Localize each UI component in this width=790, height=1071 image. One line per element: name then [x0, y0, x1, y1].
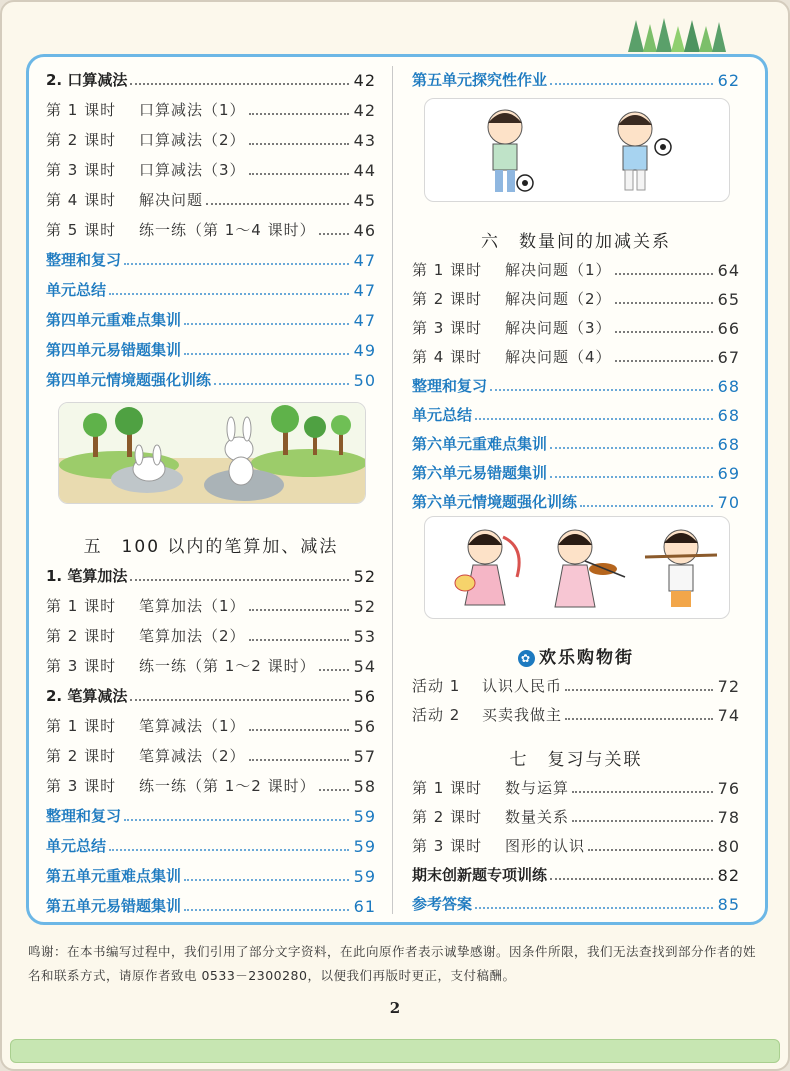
page-number: 2 [389, 999, 401, 1017]
shopping-badge-icon: ✿ [518, 650, 535, 667]
toc-row[interactable]: 第 2 课时 解决问题（2） 65 [412, 290, 740, 309]
right-column [412, 66, 740, 926]
tree-decoration [622, 14, 732, 54]
toc-special-row[interactable]: 单元总结 68 [412, 406, 740, 425]
toc-row[interactable]: 第 5 课时 练一练（第 1～4 课时） 46 [46, 221, 376, 240]
toc-row[interactable]: 第 3 课时 练一练（第 1～2 课时） 58 [46, 777, 376, 796]
toc-row[interactable]: 第 1 课时 笔算减法（1） 56 [46, 717, 376, 736]
rabbit-illustration [58, 402, 366, 504]
toc-row[interactable]: 第 1 课时 笔算加法（1） 52 [46, 597, 376, 616]
toc-row[interactable]: 第 2 课时 数量关系 78 [412, 808, 740, 827]
toc-row[interactable]: 第 3 课时 练一练（第 1～2 课时） 54 [46, 657, 376, 676]
toc-special-row[interactable]: 第四单元重难点集训 47 [46, 311, 376, 330]
toc-row[interactable]: 第 4 课时 解决问题 45 [46, 191, 376, 210]
toc-row[interactable]: 第 1 课时 口算减法（1） 42 [46, 101, 376, 120]
toc-row[interactable]: 第 2 课时 口算减法（2） 43 [46, 131, 376, 150]
unit5-title: 五 100 以内的笔算加、减法 [83, 537, 339, 557]
toc-heading-row[interactable]: 2. 笔算减法 56 [46, 687, 376, 706]
toc-row[interactable]: 第 2 课时 笔算减法（2） 57 [46, 747, 376, 766]
toc-special-row[interactable]: 整理和复习 68 [412, 377, 740, 396]
toc-row[interactable]: 第 3 课时 口算减法（3） 44 [46, 161, 376, 180]
toc-special-row[interactable]: 第四单元易错题集训 49 [46, 341, 376, 360]
toc-special-row[interactable]: 第五单元探究性作业 62 [412, 71, 740, 90]
music-illustration [424, 516, 730, 619]
toc-special-row[interactable]: 第五单元重难点集训 59 [46, 867, 376, 886]
soccer-illustration [424, 98, 730, 202]
toc-row[interactable]: 第 1 课时 数与运算 76 [412, 779, 740, 798]
toc-special-row[interactable]: 第六单元重难点集训 68 [412, 435, 740, 454]
bottom-band [10, 1039, 780, 1063]
toc-row[interactable]: 第 2 课时 笔算加法（2） 53 [46, 627, 376, 646]
acknowledgement-note: 鸣谢：在本书编写过程中，我们引用了部分文字资料，在此向原作者表示诚挚感谢。因条件所限，我们无法查找到部分作者的姓名和联系方式，请原作者致电 0533－2300280，以便我们再版时更正，支付稿酬。 [28, 944, 757, 983]
toc-special-row[interactable]: 单元总结 59 [46, 837, 376, 856]
toc-row[interactable]: 第 3 课时 图形的认识 80 [412, 837, 740, 856]
toc-special-row[interactable]: 整理和复习 47 [46, 251, 376, 270]
toc-heading-row[interactable]: 2. 口算减法 42 [46, 71, 376, 90]
unit7-title: 七 复习与关联 [509, 750, 643, 770]
shopping-title: ✿ 欢乐购物街 [412, 643, 740, 667]
column-divider [392, 66, 393, 914]
unit6-title: 六 数量间的加减关系 [481, 232, 671, 252]
toc-row[interactable]: 活动 2 买卖我做主 74 [412, 706, 740, 725]
toc-special-row[interactable]: 第五单元易错题集训 61 [46, 897, 376, 916]
toc-special-row[interactable]: 参考答案 85 [412, 895, 740, 914]
toc-special-row[interactable]: 第六单元易错题集训 69 [412, 464, 740, 483]
toc-row[interactable]: 第 3 课时 解决问题（3） 66 [412, 319, 740, 338]
toc-row[interactable]: 第 4 课时 解决问题（4） 67 [412, 348, 740, 367]
toc-special-row[interactable]: 第六单元情境题强化训练 70 [412, 493, 740, 512]
left-column [46, 66, 376, 926]
toc-special-row[interactable]: 单元总结 47 [46, 281, 376, 300]
toc-row[interactable]: 第 1 课时 解决问题（1） 64 [412, 261, 740, 280]
toc-special-row[interactable]: 第四单元情境题强化训练 50 [46, 371, 376, 390]
toc-heading-row[interactable]: 期末创新题专项训练 82 [412, 866, 740, 885]
toc-heading-row[interactable]: 1. 笔算加法 52 [46, 567, 376, 586]
toc-row[interactable]: 活动 1 认识人民币 72 [412, 677, 740, 696]
toc-special-row[interactable]: 整理和复习 59 [46, 807, 376, 826]
